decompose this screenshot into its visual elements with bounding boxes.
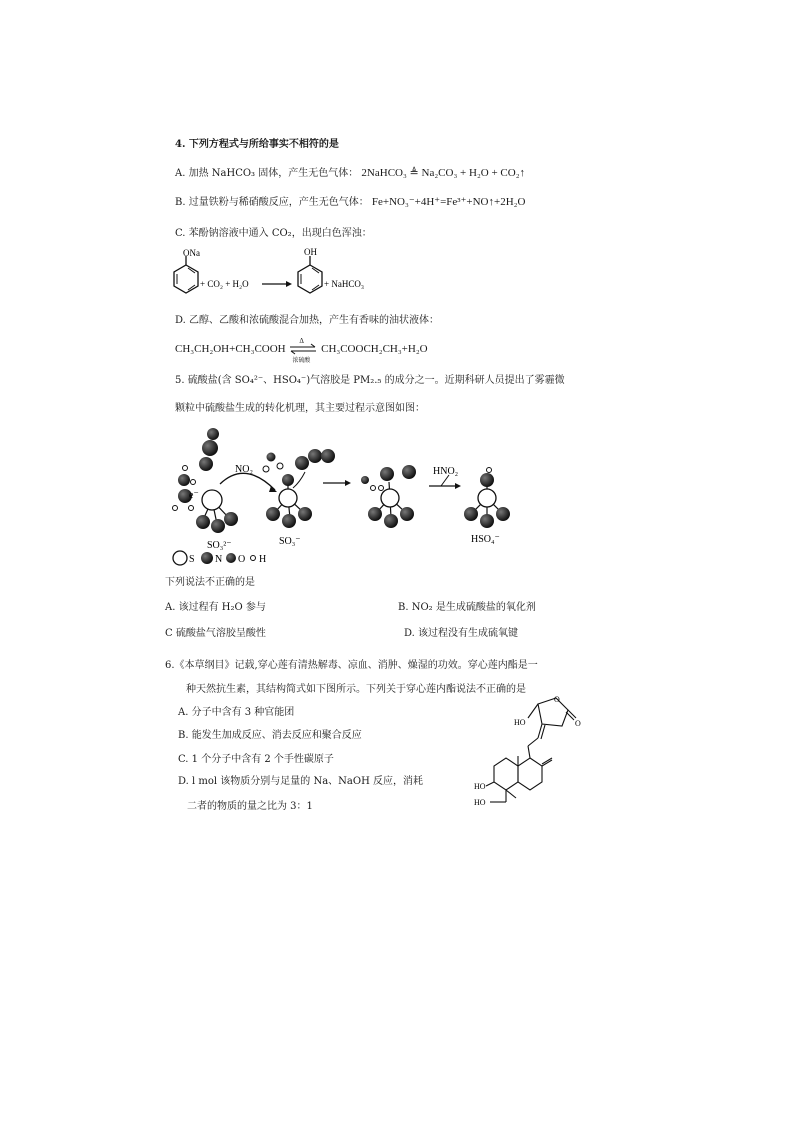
q5-stem-line2: 颗粒中硫酸盐生成的转化机理，其主要过程示意图如图： <box>175 403 425 414</box>
q6-option-d-line2: 二者的物质的量之比为 3：1 <box>187 801 313 812</box>
q5-option-b: B. NO₂ 是生成硫酸盐的氧化剂 <box>398 602 536 613</box>
label-e-minus: e⁻ <box>189 490 199 501</box>
legend-h: H <box>259 554 267 565</box>
label-no2: NO₂ <box>235 464 253 475</box>
benzene-ring-reactant <box>174 256 198 293</box>
label-hno2: HNO₂ <box>433 466 459 477</box>
q6-stem-line2: 种天然抗生素，其结构简式如下图所示。下列关于穿心莲内酯说法不正确的是 <box>186 684 526 695</box>
q4-option-a-text: A. 加热 NaHCO₃ 固体，产生无色气体： <box>175 168 359 179</box>
benzene-ring-product <box>298 256 322 293</box>
q4-phenol-reaction <box>166 247 396 307</box>
q5-stem-line1: 5. 硫酸盐(含 SO₄²⁻、HSO₄⁻)气溶胶是 PM₂.₅ 的成分之一。近期科研人员提出了雾霾微 <box>175 375 565 386</box>
ho-bottom-label: HO <box>474 798 486 807</box>
label-so3-minus: SO₃⁻ <box>279 536 301 547</box>
ho-top-label: HO <box>514 718 526 727</box>
reactant-mid-text: + CO₂ + H₂O <box>200 279 249 289</box>
so3-minus-species <box>266 474 312 528</box>
q6-option-b: B. 能发生加成反应、消去反应和聚合反应 <box>178 730 362 741</box>
q5-question: 下列说法不正确的是 <box>165 577 255 588</box>
legend-s: S <box>189 554 195 565</box>
q6-stem-line1: 6.《本草纲目》记载,穿心莲有清热解毒、凉血、消肿、燥湿的功效。穿心莲内酯是一 <box>165 660 538 671</box>
q4-d-eq-left: CH₃CH₂OH+CH₃COOH <box>175 343 286 355</box>
q4-option-b <box>175 195 525 210</box>
q4-option-a <box>175 166 525 181</box>
q4-option-b-text: B. 过量铁粉与稀硝酸反应，产生无色气体： <box>175 197 369 208</box>
andrographolide-structure <box>472 690 602 810</box>
legend-n: N <box>215 554 223 565</box>
hso4-minus-species <box>464 468 510 529</box>
q4-option-b-equation: Fe+NO₃⁻+4H⁺=Fe³⁺+NO↑+2H₂O <box>371 196 526 208</box>
intermediate-species <box>361 465 416 528</box>
carbonyl-o-label: O <box>575 719 581 728</box>
reactant-ona-label: ONa <box>183 248 200 258</box>
q5-option-d: D. 该过程没有生成硫氧键 <box>404 628 519 639</box>
product-tail-text: + NaHCO₃ <box>324 279 364 289</box>
q5-option-c: C 硫酸盐气溶胶呈酸性 <box>165 628 266 639</box>
q4-stem: 4. 下列方程式与所给事实不相符的是 <box>175 139 339 150</box>
q6-option-c: C. 1 个分子中含有 2 个手性碳原子 <box>178 754 334 765</box>
q4-d-eq-arrow <box>288 337 318 365</box>
q4-option-c: C. 苯酚钠溶液中通入 CO₂，出现白色浑浊： <box>175 228 372 239</box>
label-hso4-minus: HSO₄⁻ <box>471 534 500 545</box>
q5-mechanism-diagram <box>165 420 525 570</box>
q6-option-d-line1: D. l mol 该物质分别与足量的 Na、NaOH 反应，消耗 <box>178 776 423 787</box>
q5-option-a: A. 该过程有 H₂O 参与 <box>165 602 266 613</box>
atom-legend <box>173 551 266 565</box>
q4-option-a-equation: 2NaHCO₃ ≜ Na₂CO₃ + H₂O + CO₂↑ <box>361 167 526 179</box>
product-oh-label: OH <box>304 247 317 257</box>
q6-option-a: A. 分子中含有 3 种官能团 <box>178 707 295 718</box>
legend-o: O <box>238 554 246 565</box>
curved-arrow-1 <box>220 473 275 490</box>
lactone-o-label: O <box>554 695 560 704</box>
so3-2-species <box>196 490 238 533</box>
no2-molecule <box>263 449 335 472</box>
q4-d-cond-top: Δ <box>299 337 304 346</box>
ho-mid-label: HO <box>474 782 486 791</box>
q4-d-eq-right: CH₃COOCH₂CH₃+H₂O <box>321 343 428 355</box>
q4-d-cond-bottom: 浓硫酸 <box>292 358 311 365</box>
curved-arrow-2 <box>293 472 305 488</box>
q4-option-d-equation <box>175 337 428 365</box>
q4-option-d: D. 乙醇、乙酸和浓硫酸混合加热，产生有香味的油状液体： <box>175 315 440 326</box>
label-so3-2minus: SO₃²⁻ <box>207 540 232 551</box>
